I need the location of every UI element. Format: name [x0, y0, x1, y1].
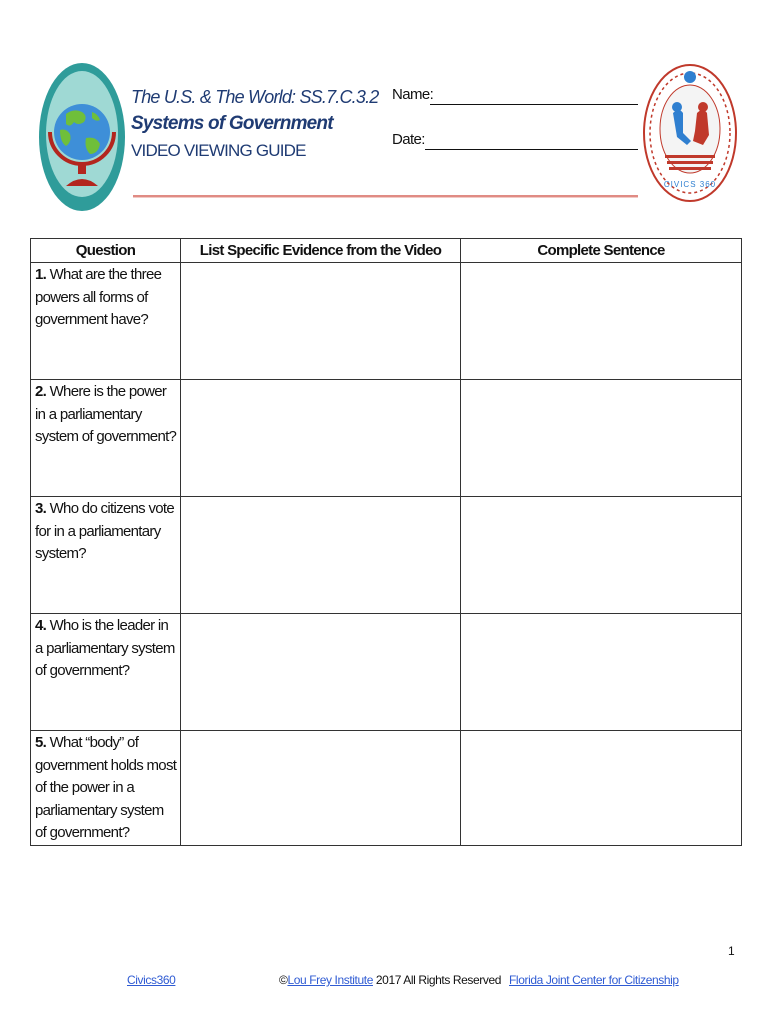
question-text: Who is the leader in a parliamentary system of government? [35, 617, 175, 679]
header-divider-shadow [133, 197, 638, 198]
question-cell [31, 263, 181, 380]
evidence-answer-cell[interactable] [181, 614, 461, 731]
table-row [31, 614, 742, 731]
question-cell [31, 497, 181, 614]
evidence-answer-cell[interactable] [181, 263, 461, 380]
evidence-answer-cell[interactable] [181, 731, 461, 846]
civics-seal-icon [643, 63, 738, 203]
evidence-answer-cell[interactable] [181, 380, 461, 497]
question-text: What “body” of government holds most of the power in a parliamentary system of government? [35, 734, 177, 841]
copyright-symbol: © [279, 973, 288, 987]
sentence-answer-cell[interactable] [461, 380, 742, 497]
globe-logo-icon [38, 62, 126, 212]
question-cell [31, 614, 181, 731]
column-header-sentence: Complete Sentence [461, 239, 742, 263]
question-number: 2. [35, 383, 47, 400]
question-cell [31, 731, 181, 846]
lou-frey-institute-link[interactable]: Lou Frey Institute [287, 973, 373, 987]
florida-joint-center-link[interactable]: Florida Joint Center for Citizenship [509, 973, 679, 987]
evidence-answer-cell[interactable] [181, 497, 461, 614]
page-number: 1 [728, 944, 735, 958]
sentence-answer-cell[interactable] [461, 263, 742, 380]
lesson-title: Systems of Government [131, 113, 333, 134]
guide-title: VIDEO VIEWING GUIDE [131, 141, 306, 160]
sentence-answer-cell[interactable] [461, 614, 742, 731]
question-number: 4. [35, 617, 47, 634]
sentence-answer-cell[interactable] [461, 731, 742, 846]
question-text: Who do citizens vote for in a parliamentary system? [35, 500, 174, 562]
column-header-evidence: List Specific Evidence from the Video [181, 239, 461, 263]
date-field[interactable] [425, 149, 638, 150]
civics360-link[interactable]: Civics360 [127, 973, 176, 987]
question-number: 5. [35, 734, 47, 751]
name-field[interactable] [430, 104, 638, 105]
question-number: 1. [35, 266, 47, 283]
unit-title: The U.S. & The World: SS.7.C.3.2 [131, 87, 379, 107]
title-block [131, 84, 381, 164]
name-label: Name: [392, 86, 434, 103]
table-row [31, 263, 742, 380]
table-row [31, 380, 742, 497]
table-row [31, 497, 742, 614]
question-text: What are the three powers all forms of government have? [35, 266, 162, 328]
sentence-answer-cell[interactable] [461, 497, 742, 614]
table-header-row [31, 239, 742, 263]
question-cell [31, 380, 181, 497]
viewing-guide-table [30, 238, 742, 846]
column-header-question: Question [31, 239, 181, 263]
date-label: Date: [392, 131, 425, 148]
table-row [31, 731, 742, 846]
copyright-text: 2017 All Rights Reserved [372, 973, 502, 987]
seal-text: CIVICS 360 [663, 180, 717, 189]
question-text: Where is the power in a parliamentary system of government? [35, 383, 177, 445]
question-number: 3. [35, 500, 47, 517]
copyright-notice [279, 973, 501, 987]
